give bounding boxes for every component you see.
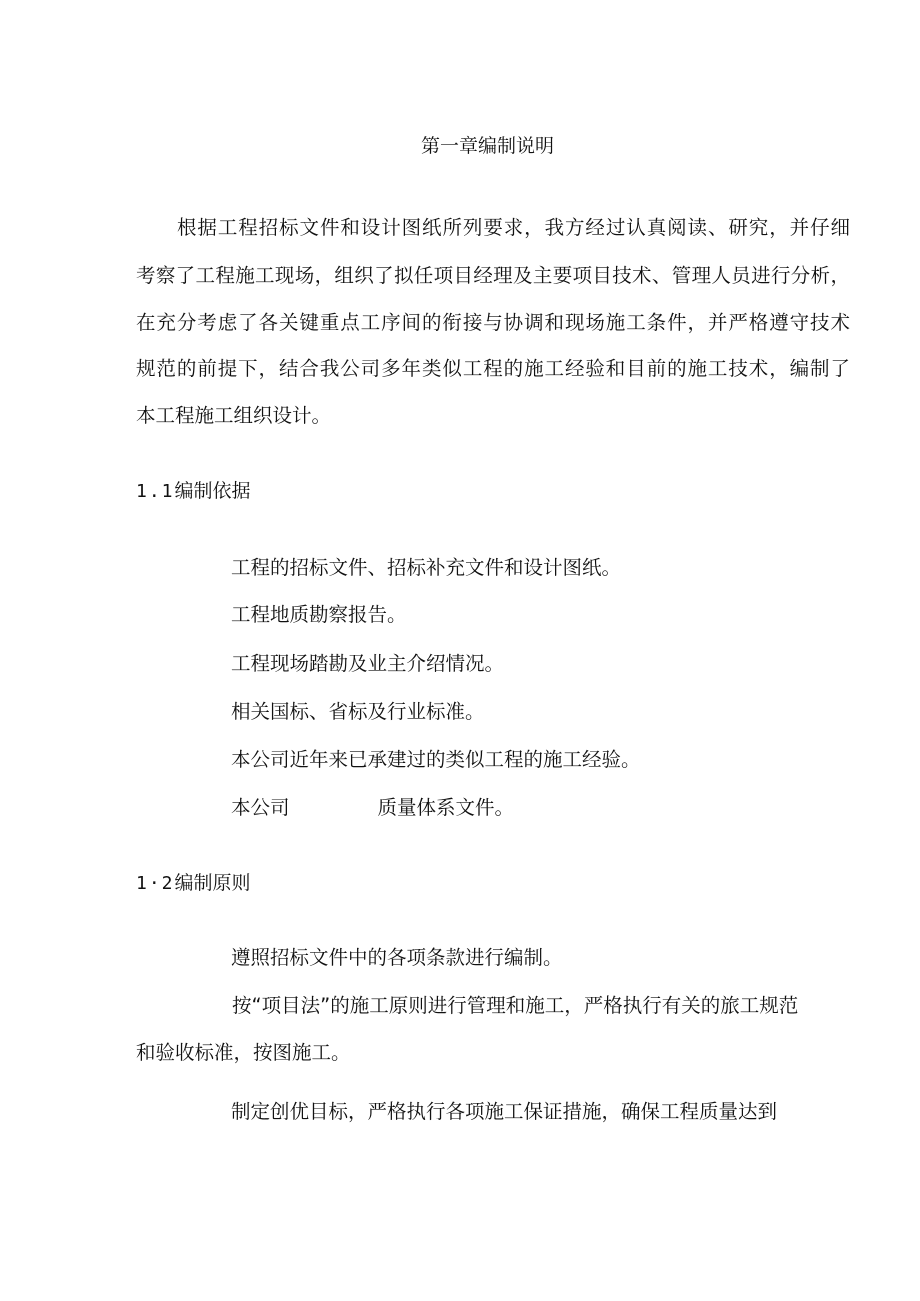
- list-item-part: 质量体系文件。: [377, 796, 515, 819]
- list-item: [232, 994, 798, 1018]
- section-heading-basis: [136, 479, 251, 504]
- intro-paragraph-line: 规范的前提下，结合我公司多年类似工程的施工经验和目前的施工技术，编制了: [136, 357, 850, 380]
- list-item: 工程的招标文件、招标补充文件和设计图纸。: [231, 556, 622, 579]
- list-item-text: 按“项目法”的施工原则进行管理和施工，严格执行有关的旅工规范: [232, 994, 799, 1017]
- intro-paragraph-line: [136, 216, 850, 240]
- list-item-continuation: 和验收标准，按图施工。: [136, 1041, 351, 1064]
- list-item-part: 本公司: [231, 796, 290, 819]
- intro-paragraph-line: 考察了工程施工现场，组织了拟任项目经理及主要项目技术、管理人员进行分析，: [136, 264, 850, 287]
- intro-text: 根据工程招标文件和设计图纸所列要求，我方经过认真阅读、研究，并仔细: [177, 216, 850, 239]
- list-item: [231, 796, 514, 820]
- list-item: 工程地质勘察报告。: [231, 603, 407, 626]
- list-item: 本公司近年来已承建过的类似工程的施工经验。: [231, 748, 641, 771]
- list-item: 相关国标、省标及行业标准。: [231, 700, 485, 723]
- chapter-title: 第一章编制说明: [420, 135, 554, 157]
- section-heading-principles: [136, 871, 251, 896]
- list-item: 制定创优目标，严格执行各项施工保证措施，确保工程质量达到: [231, 1100, 778, 1123]
- section-title: 编制依据: [174, 480, 251, 502]
- section-number: 1.1: [136, 481, 175, 502]
- list-item: 工程现场踏勘及业主介绍情况。: [231, 652, 505, 675]
- list-item: 遵照招标文件中的各项条款进行编制。: [231, 946, 563, 969]
- intro-paragraph-line: 在充分考虑了各关键重点工序间的衔接与协调和现场施工条件，并严格遵守技术: [136, 311, 850, 334]
- section-title: 编制原则: [174, 872, 251, 894]
- section-number: 1·2: [136, 873, 175, 894]
- intro-paragraph-line: 本工程施工组织设计。: [136, 404, 332, 427]
